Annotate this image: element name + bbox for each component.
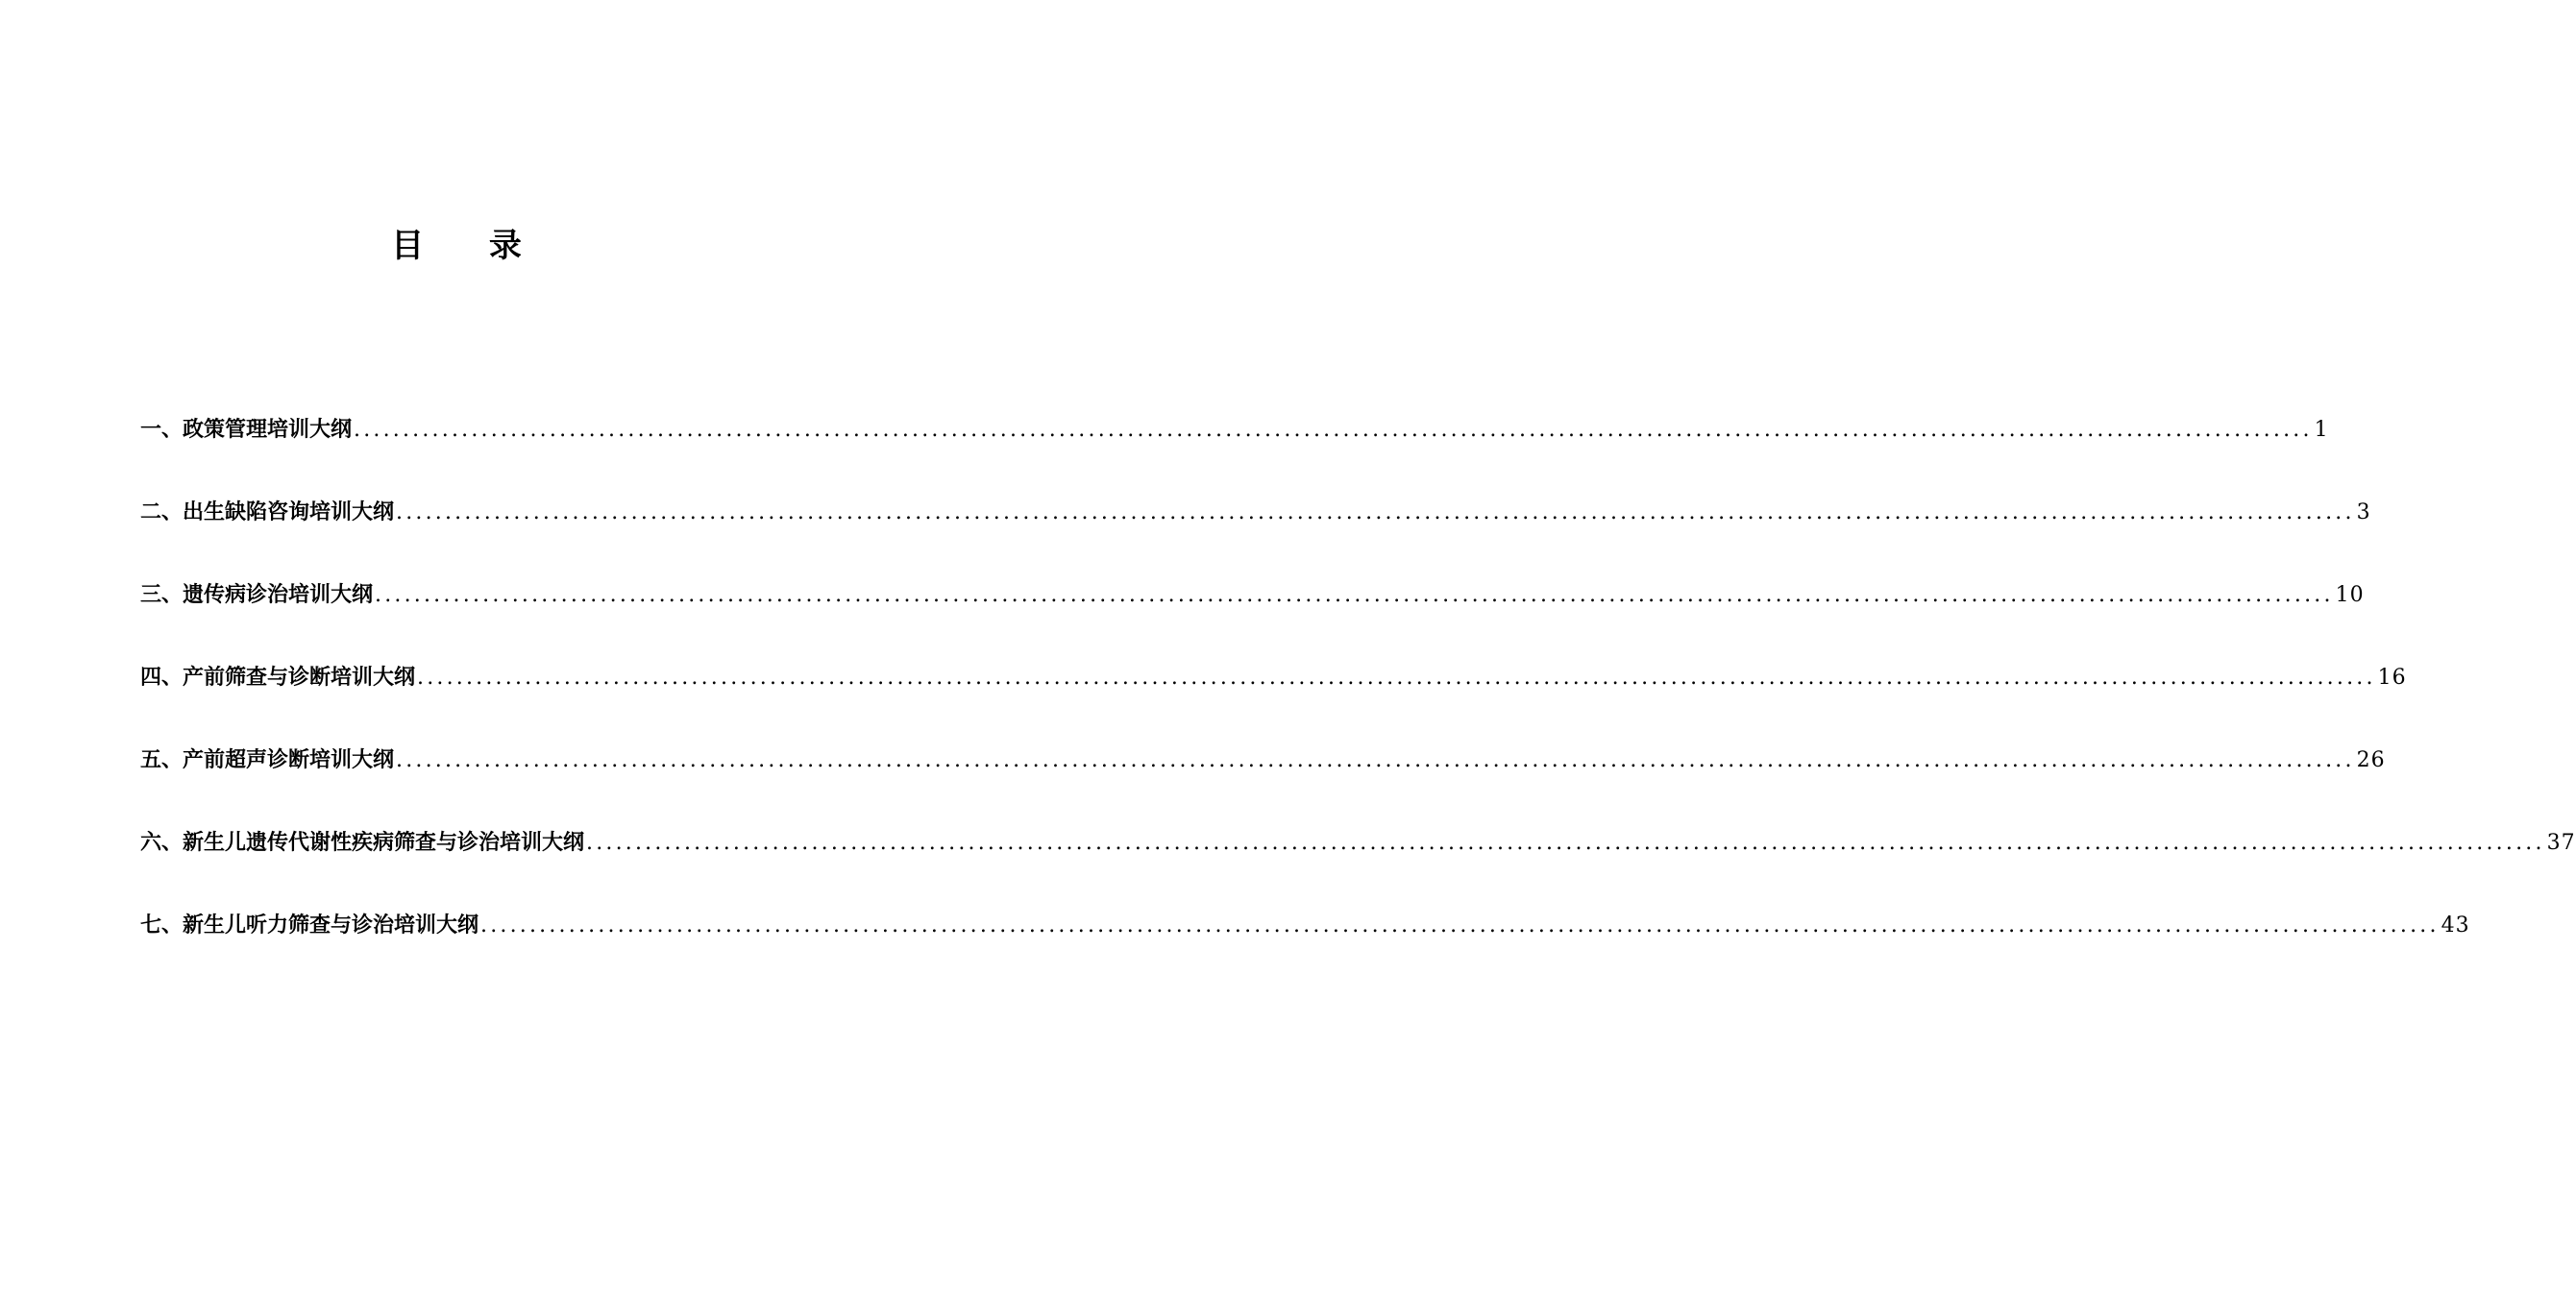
- toc-dot-leader: ........................................................................................................................................................................................................: [480, 913, 2440, 938]
- toc-entry-text: 五、产前超声诊断培训大纲: [140, 748, 395, 772]
- toc-entry[interactable]: [140, 824, 2576, 907]
- toc-entry[interactable]: [140, 576, 2365, 659]
- toc-page-number: 3: [2356, 500, 2371, 524]
- toc-dot-leader: ........................................................................................................................................................................................................: [354, 418, 2313, 442]
- toc-page-number: 10: [2335, 583, 2365, 607]
- toc-entry[interactable]: [140, 659, 2407, 742]
- toc-dot-leader: ........................................................................................................................................................................................................: [396, 500, 2355, 524]
- toc-entry-text: 七、新生儿听力筛查与诊治培训大纲: [140, 913, 479, 938]
- toc-entry[interactable]: [140, 907, 2470, 989]
- toc-page-number: 26: [2356, 748, 2386, 772]
- toc-page-number: 37: [2546, 831, 2576, 855]
- toc-entry-text: 三、遗传病诊治培训大纲: [140, 583, 374, 607]
- toc-entry-text: 六、新生儿遗传代谢性疾病筛查与诊治培训大纲: [140, 831, 585, 855]
- toc-entry-text: 一、政策管理培训大纲: [140, 418, 353, 442]
- toc-dot-leader: ........................................................................................................................................................................................................: [396, 748, 2355, 772]
- toc-entry-text: 四、产前筛查与诊断培训大纲: [140, 666, 416, 690]
- toc-dot-leader: ........................................................................................................................................................................................................: [417, 666, 2376, 690]
- toc-list: [140, 411, 2576, 989]
- toc-dot-leader: ........................................................................................................................................................................................................: [375, 583, 2334, 607]
- toc-entry[interactable]: [140, 742, 2386, 824]
- toc-page-number: 1: [2314, 418, 2329, 442]
- toc-entry[interactable]: [140, 411, 2329, 494]
- toc-page-number: 16: [2377, 666, 2407, 690]
- toc-entry-text: 二、出生缺陷咨询培训大纲: [140, 500, 395, 524]
- toc-title: 目 录: [391, 227, 549, 265]
- toc-page-number: 43: [2441, 913, 2470, 938]
- toc-dot-leader: ........................................................................................................................................................................................................: [586, 831, 2545, 855]
- toc-entry[interactable]: [140, 494, 2371, 576]
